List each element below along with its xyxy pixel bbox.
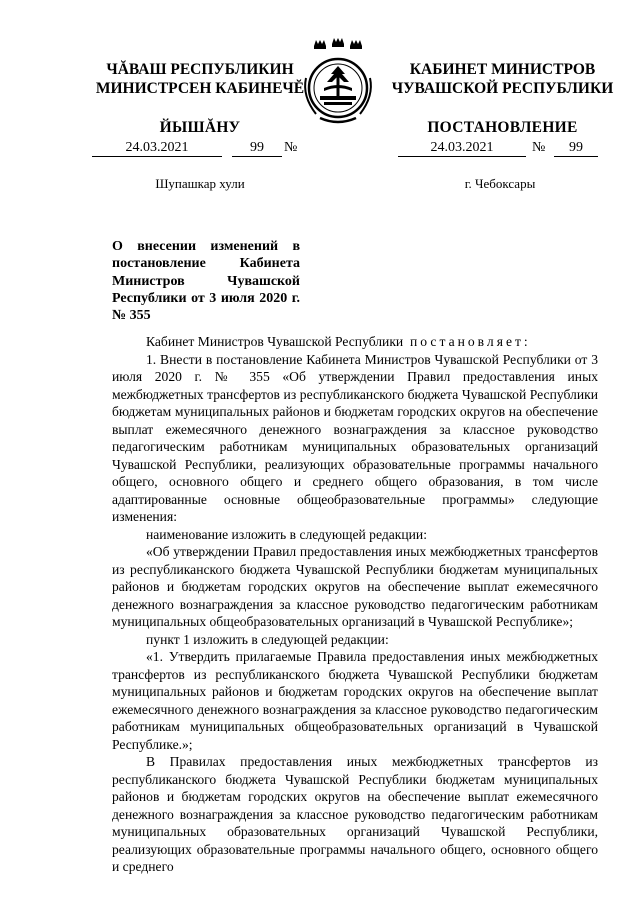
document-title: О внесении изменений в постановление Кабинета Министров Чувашской Республики от 3 июля 2020 г. № 355 xyxy=(112,239,300,324)
paragraph-5: «1. Утвердить прилагаемые Правила предоставления иных межбюджетных трансфертов из республиканского бюджета Чувашской Республики бюджетам муниципальных районов и бюджетам городских округов на обеспечение выплат ежемесячного денежного вознаграждения за классное руководство педагогическим работникам муниципальных общеобразовательных организаций в Чувашской Республике.»; xyxy=(112,649,598,752)
chuvash-emblem-icon xyxy=(298,38,378,130)
header-chuvash-line1: ЧĂВАШ РЕСПУБЛИКИН xyxy=(106,61,294,78)
paragraph-4: пункт 1 изложить в следующей редакции: xyxy=(146,631,389,647)
header-chuvash-line2: МИНИСТРСЕН КАБИНЕЧĔ xyxy=(95,80,305,97)
paragraph-2: наименование изложить в следующей редакции: xyxy=(146,526,427,542)
number-sign-right: № xyxy=(532,140,546,155)
header-chuvash xyxy=(95,60,305,137)
date-right: 24.03.2021 xyxy=(398,140,526,157)
header-chuvash-doctype: ЙЫШĂНУ xyxy=(159,119,241,136)
number-right: 99 xyxy=(554,140,598,157)
city-russian: г. Чебоксары xyxy=(464,176,536,191)
paragraph-1: 1. Внести в постановление Кабинета Министров Чувашской Республики от 3 июля 2020 г. № 355 «Об утверждении Правил предоставления иных межбюджетных трансфертов из республиканского бюджета Чувашской Республики бюджетам муниципальных районов и бюджетам городских округов на обеспечение выплат ежемесячного денежного вознаграждения за классное руководство педагогическим работникам муниципальных образовательных организаций Чувашской Республики, реализующих образовательные программы начального общего, основного общего и среднего общего образования, в том числе адаптированные основные общеобразовательные программы» следующие изменения: xyxy=(112,351,598,524)
intro-prefix: Кабинет Министров Чувашской Республики xyxy=(146,334,404,349)
doc-number-right xyxy=(398,140,603,158)
date-left: 24.03.2021 xyxy=(92,140,222,157)
paragraph-6: В Правилах предоставления иных межбюджетных трансфертов из республиканского бюджета Чувашской Республики бюджетам муниципальных районов и бюджетам городских округов на обеспечение выплат ежемесячного денежного вознаграждения за классное руководство педагогическим работникам муниципальных образовательных организаций Чувашской Республики, реализующих образовательные программы начального общего, основного общего и среднего xyxy=(112,754,598,874)
header-russian-doctype: ПОСТАНОВЛЕНИЕ xyxy=(427,119,578,136)
number-left: 99 xyxy=(232,140,282,157)
intro-paragraph xyxy=(112,333,598,351)
header-russian xyxy=(390,60,615,137)
document-body xyxy=(112,333,598,876)
paragraph-3: «Об утверждении Правил предоставления иных межбюджетных трансфертов из республиканского бюджета Чувашской Республики бюджетам муниципальных районов и бюджетам городских округов на обеспечение выплат ежемесячного денежного вознаграждения за классное руководство педагогическим работникам муниципальных общеобразовательных организаций в Чувашской Республике»; xyxy=(112,544,598,629)
city-chuvash: Шупашкар хули xyxy=(155,176,245,191)
intro-verb: постановляет: xyxy=(410,334,531,349)
number-sign-left: № xyxy=(284,140,298,155)
header-russian-line1: КАБИНЕТ МИНИСТРОВ xyxy=(409,61,596,78)
header-russian-line2: ЧУВАШСКОЙ РЕСПУБЛИКИ xyxy=(391,80,614,97)
doc-number-left xyxy=(92,140,312,158)
